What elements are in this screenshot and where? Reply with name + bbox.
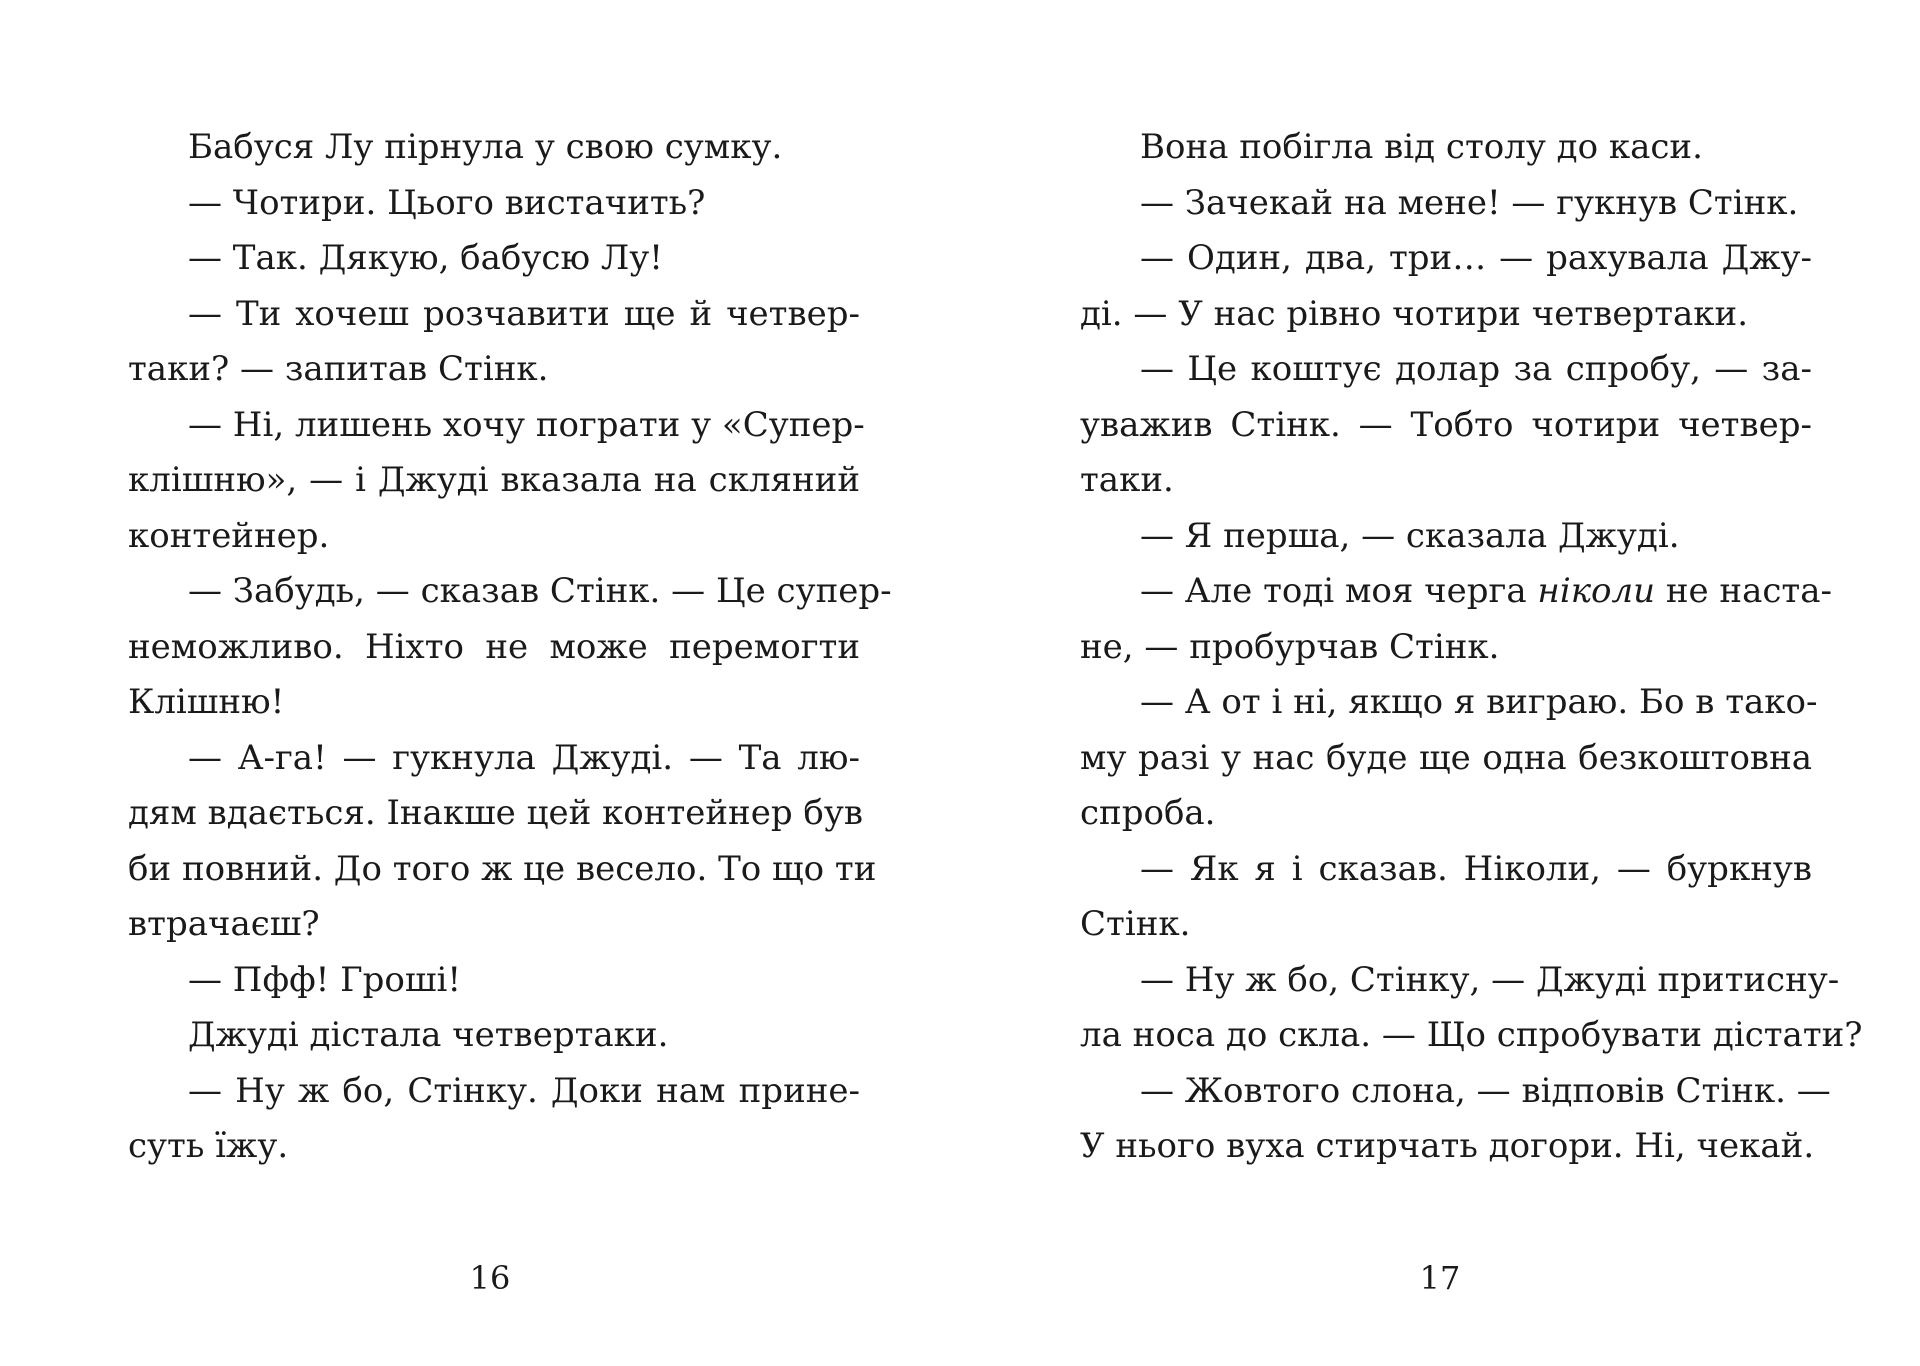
text-line: — Ну ж бо, Стінку, — Джуді притисну- bbox=[1140, 959, 1840, 1000]
text-line: — Це коштує долар за спробу, — за- bbox=[1140, 349, 1812, 389]
emphasized-word: ніколи bbox=[1537, 571, 1656, 611]
text-line: — А-га! — гукнула Джуді. — Та лю- bbox=[188, 737, 860, 778]
right-page bbox=[960, 0, 1920, 1366]
text-line: Клішню! bbox=[128, 682, 285, 722]
text-segment: — Але тоді моя черга bbox=[1140, 571, 1538, 611]
right-page-text bbox=[1080, 120, 1863, 1175]
text-line: контейнер. bbox=[128, 515, 330, 556]
text-line: У нього вуха стирчать догори. Ні, чекай. bbox=[1080, 1126, 1815, 1166]
text-line: спроба. bbox=[1080, 793, 1216, 833]
text-line: неможливо. Ніхто не може перемогти bbox=[128, 626, 860, 667]
text-line: — Ну ж бо, Стінку. Доки нам прине- bbox=[188, 1070, 860, 1111]
text-line: уважив Стінк. — Тобто чотири четвер- bbox=[1080, 404, 1812, 445]
text-line bbox=[1080, 564, 1832, 620]
text-line: — Я перша, — сказала Джуді. bbox=[1140, 515, 1680, 556]
text-line: ді. — У нас рівно чотири четвертаки. bbox=[1080, 293, 1748, 334]
text-line: — Ти хочеш розчавити ще й четвер- bbox=[188, 293, 860, 334]
text-line: Стінк. bbox=[1080, 904, 1191, 944]
text-line: — Ні, лишень хочу пограти у «Супер- bbox=[188, 404, 865, 445]
text-line: таки. bbox=[1080, 460, 1174, 500]
text-line: — Чотири. Цього вистачить? bbox=[188, 182, 706, 223]
text-line: не, — пробурчав Стінк. bbox=[1080, 626, 1500, 667]
text-line: дям вдається. Інакше цей контейнер був bbox=[128, 793, 864, 833]
text-line: — Зачекай на мене! — гукнув Стінк. bbox=[1140, 182, 1799, 223]
text-line: — Забудь, — сказав Стінк. — Це супер- bbox=[188, 571, 892, 611]
text-line: би повний. До того ж це весело. То що ти bbox=[128, 848, 877, 889]
page-number-left: 16 bbox=[469, 1259, 511, 1297]
page-number-right: 17 bbox=[1419, 1259, 1461, 1297]
text-line: — Так. Дякую, бабусю Лу! bbox=[188, 238, 663, 278]
text-line: Бабуся Лу пірнула у свою сумку. bbox=[188, 127, 783, 167]
text-line: — Як я і сказав. Ніколи, — буркнув bbox=[1140, 848, 1812, 889]
text-line: ла носа до скла. — Що спробувати дістати? bbox=[1080, 1015, 1863, 1055]
text-line: — А от і ні, якщо я виграю. Бо в тако- bbox=[1140, 682, 1818, 722]
text-line: — Жовтого слона, — відповів Стінк. — bbox=[1140, 1070, 1831, 1111]
text-line: таки? — запитав Стінк. bbox=[128, 349, 549, 389]
text-segment: не наста- bbox=[1655, 571, 1832, 611]
text-line: Вона побігла від столу до каси. bbox=[1140, 127, 1703, 167]
text-line: му разі у нас буде ще одна безкоштовна bbox=[1080, 737, 1812, 778]
text-line: втрачаєш? bbox=[128, 904, 320, 944]
text-line: — Один, два, три… — рахувала Джу- bbox=[1140, 238, 1812, 278]
text-line: — Пфф! Гроші! bbox=[188, 959, 462, 1000]
left-page-text bbox=[128, 120, 892, 1175]
text-line: клішню», — і Джуді вказала на скляний bbox=[128, 460, 860, 500]
text-line: суть їжу. bbox=[128, 1126, 289, 1166]
text-line: Джуді дістала четвертаки. bbox=[188, 1015, 669, 1055]
